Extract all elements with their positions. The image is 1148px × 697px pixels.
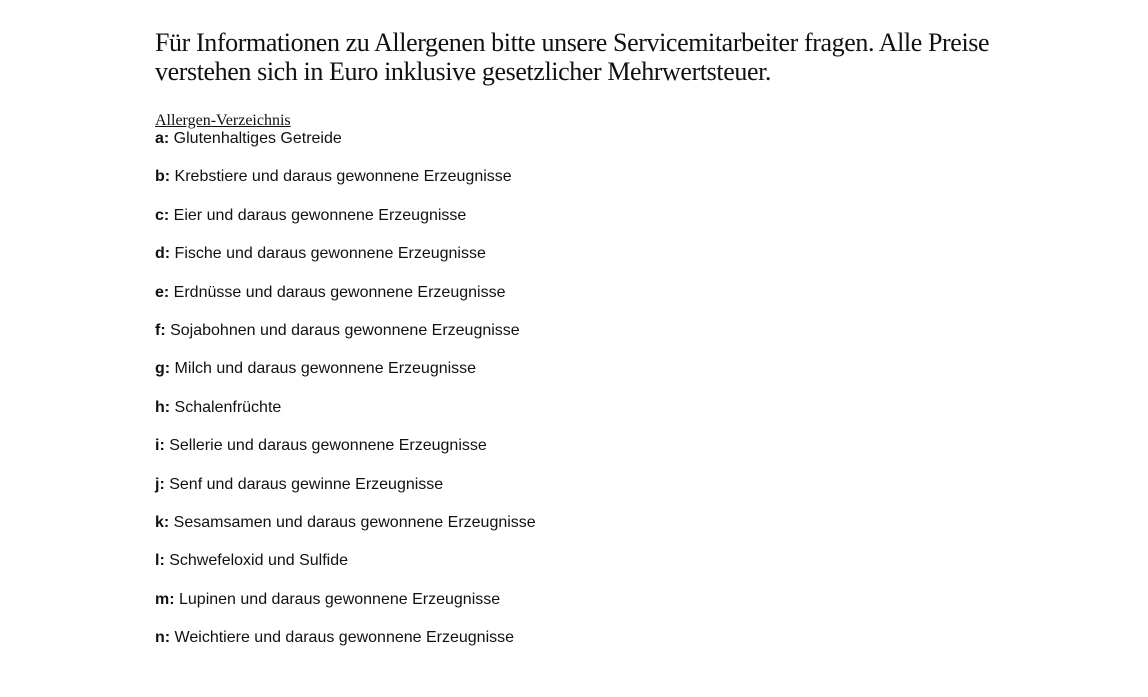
allergen-item-j: [155, 476, 1015, 494]
allergen-label: Senf und daraus gewinne Erzeugnisse: [164, 475, 444, 493]
allergen-code: n:: [155, 629, 171, 647]
allergen-label: Schalenfrüchte: [170, 398, 282, 416]
allergen-label: Krebstiere und daraus gewonnene Erzeugnisse: [170, 168, 512, 186]
allergen-code: j:: [155, 475, 165, 493]
allergen-code: l:: [155, 552, 165, 570]
allergen-code: b:: [155, 168, 171, 186]
allergen-label: Schwefeloxid und Sulfide: [164, 552, 349, 570]
allergen-info-section: [155, 28, 1015, 667]
allergen-label: Eier und daraus gewonnene Erzeugnisse: [169, 206, 467, 224]
allergen-code: i:: [155, 437, 165, 455]
allergen-item-g: [155, 360, 1015, 378]
allergen-code: m:: [155, 590, 175, 608]
intro-line-1: Für Informationen zu Allergenen bitte unsere Servicemitarbeiter fragen. Alle Preise: [155, 28, 990, 57]
allergen-label: Sellerie und daraus gewonnene Erzeugnisse: [164, 437, 487, 455]
allergen-item-i: [155, 437, 1015, 455]
allergen-code: e:: [155, 283, 170, 301]
allergen-item-m: [155, 591, 1015, 609]
allergen-item-l: [155, 552, 1015, 570]
allergen-code: k:: [155, 513, 170, 531]
allergen-label: Sesamsamen und daraus gewonnene Erzeugnisse: [169, 513, 536, 531]
allergen-item-n: [155, 629, 1015, 647]
allergen-item-d: [155, 245, 1015, 263]
allergen-code: d:: [155, 245, 171, 263]
allergen-label: Lupinen und daraus gewonnene Erzeugnisse: [174, 590, 501, 608]
allergen-item-e: [155, 284, 1015, 302]
allergen-label: Milch und daraus gewonnene Erzeugnisse: [170, 360, 477, 378]
allergen-label: Sojabohnen und daraus gewonnene Erzeugnisse: [165, 321, 520, 339]
intro-line-2: verstehen sich in Euro inklusive gesetzlicher Mehrwertsteuer.: [155, 57, 772, 86]
allergen-label: Fische und daraus gewonnene Erzeugnisse: [170, 245, 486, 263]
allergen-code: g:: [155, 360, 171, 378]
allergen-item-h: [155, 399, 1015, 417]
allergen-code: f:: [155, 321, 166, 339]
allergen-item-k: [155, 514, 1015, 532]
allergen-label: Weichtiere und daraus gewonnene Erzeugnisse: [170, 629, 515, 647]
allergen-code: a:: [155, 130, 170, 147]
allergen-item-f: [155, 322, 1015, 340]
allergen-item-c: [155, 207, 1015, 225]
allergen-label: Glutenhaltiges Getreide: [169, 130, 342, 147]
allergen-heading: Allergen-Verzeichnis: [155, 112, 291, 129]
allergen-item-b: [155, 168, 1015, 186]
allergen-label: Erdnüsse und daraus gewonnene Erzeugnisse: [169, 283, 506, 301]
allergen-code: h:: [155, 398, 171, 416]
allergen-code: c:: [155, 206, 170, 224]
intro-text: [155, 28, 1015, 86]
allergen-list: [155, 130, 1015, 647]
allergen-item-a: [155, 130, 1015, 148]
